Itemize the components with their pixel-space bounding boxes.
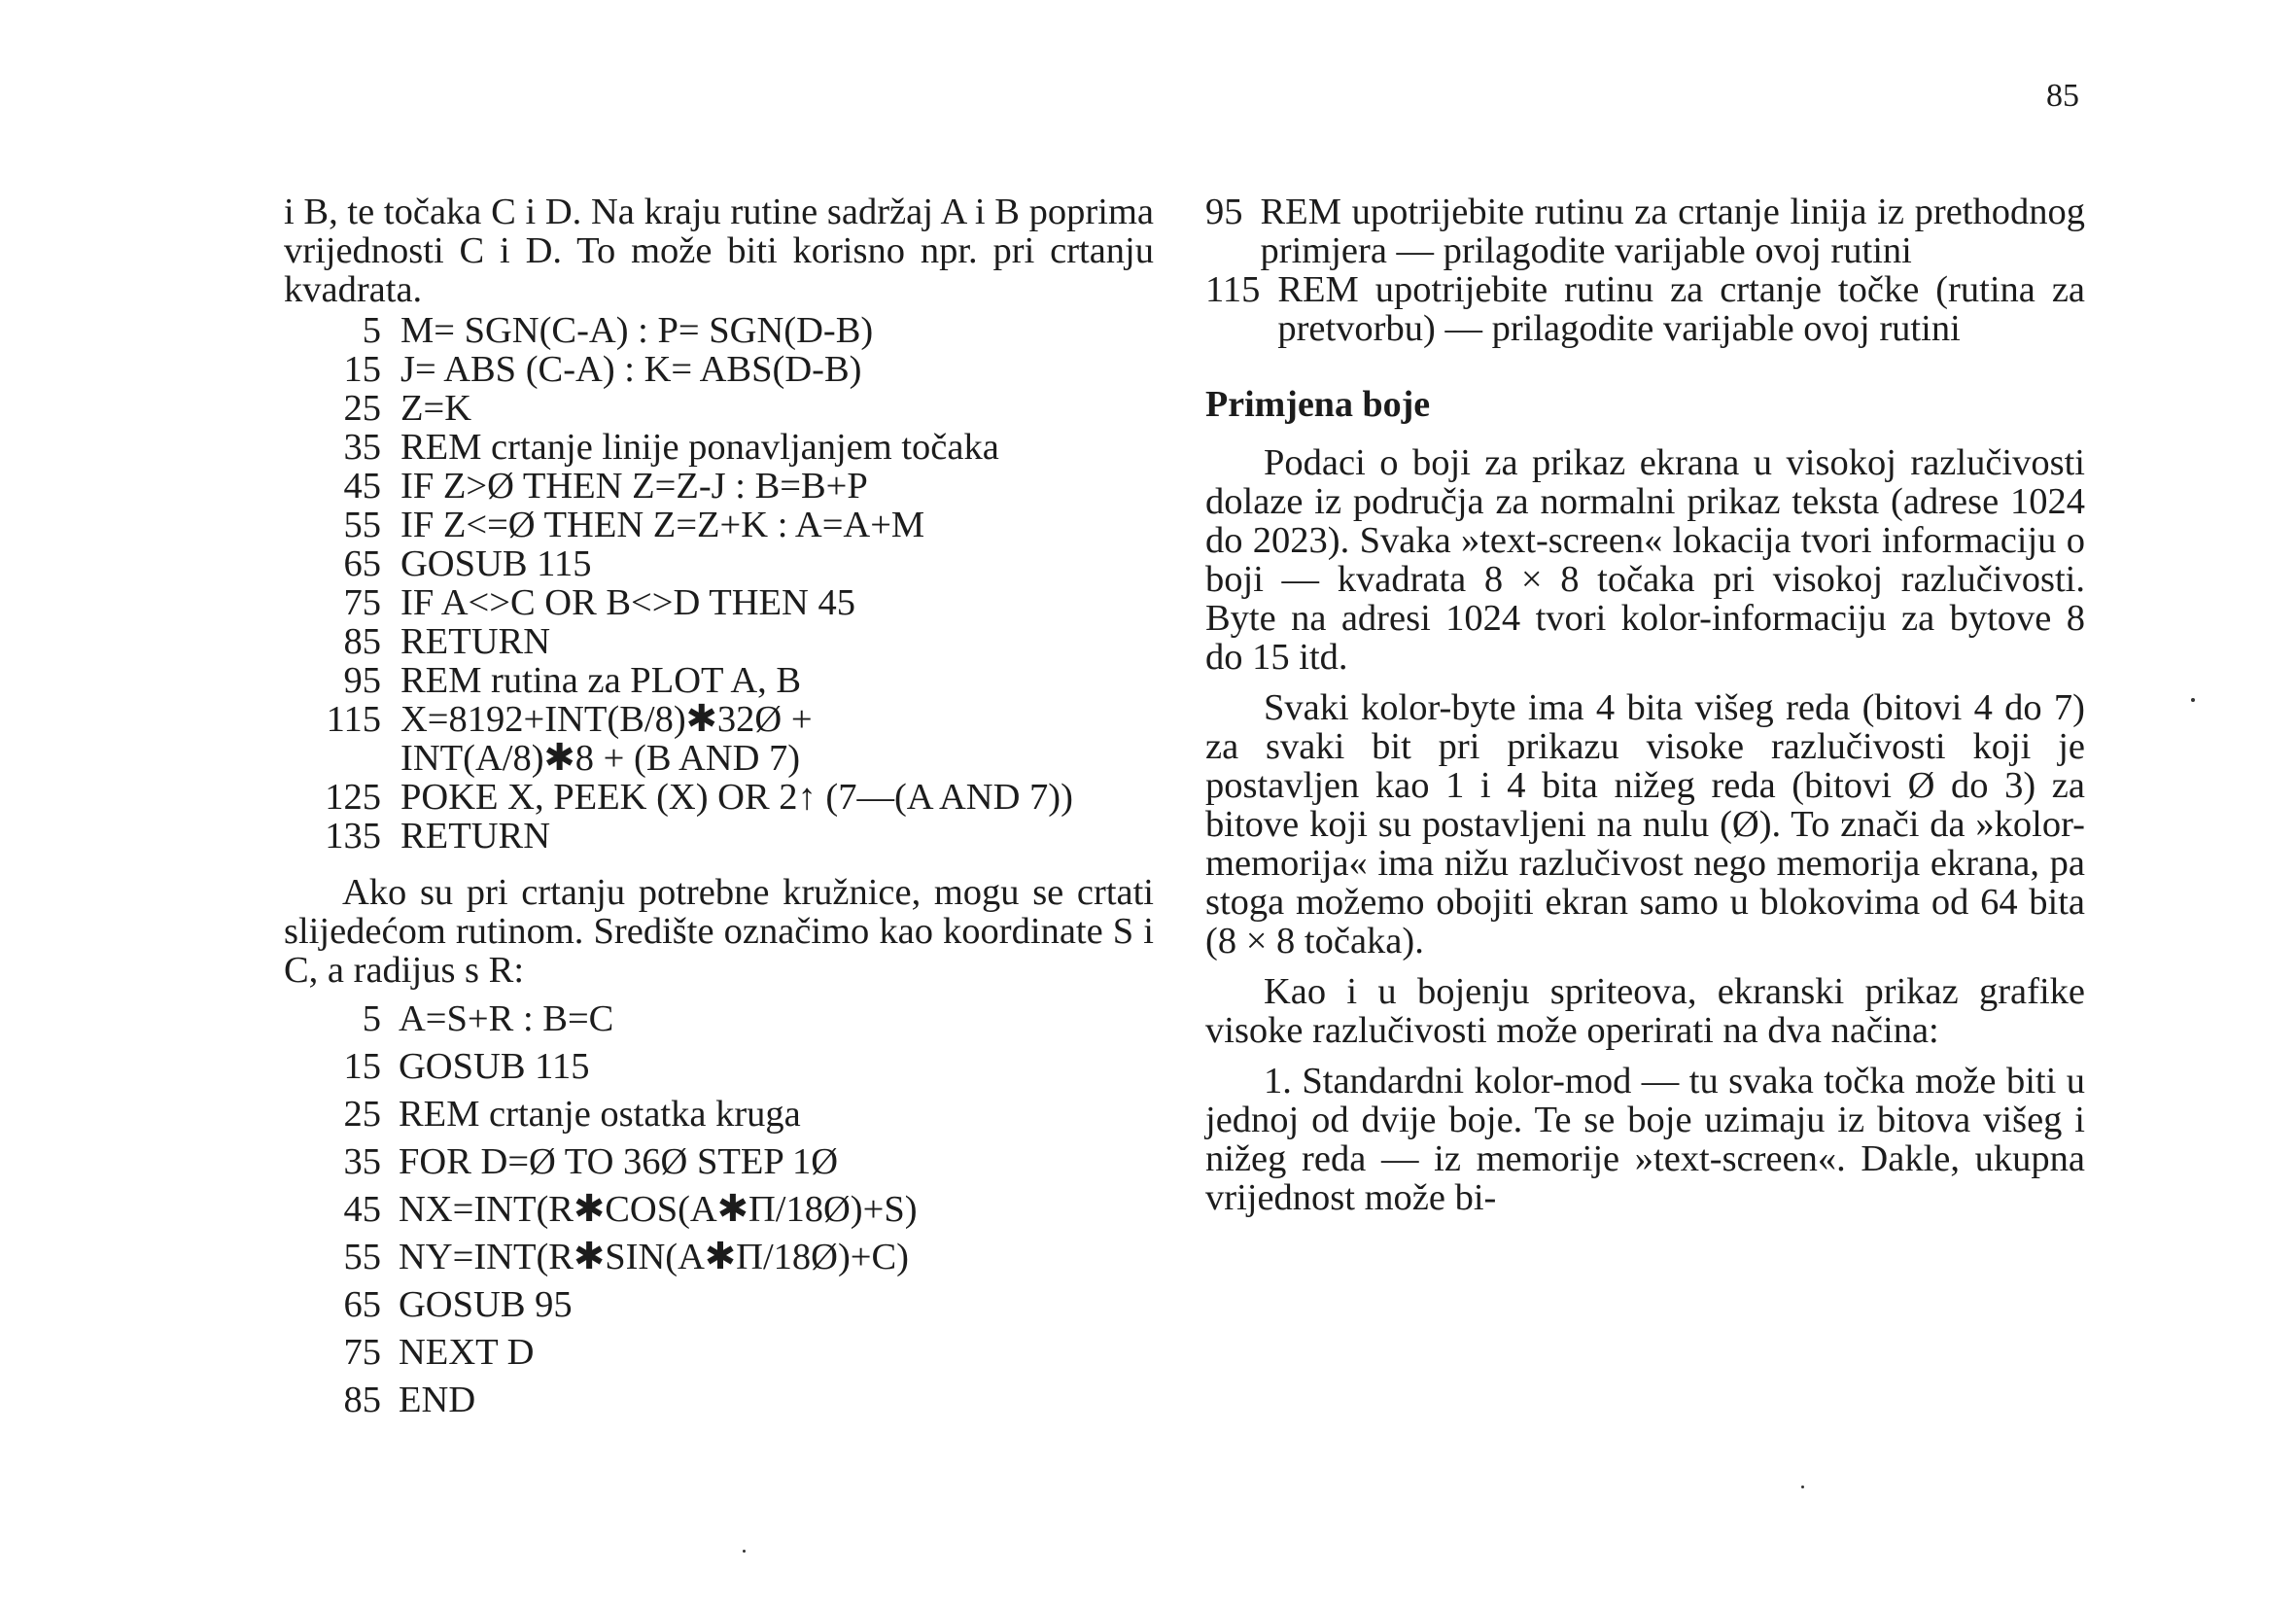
- scan-speck: [2191, 698, 2195, 702]
- code-line: [284, 739, 1154, 778]
- code-text: NEXT D: [399, 1332, 535, 1373]
- code-text: NX=INT(R✱COS(A✱Π/18Ø)+S): [399, 1189, 918, 1230]
- code-line: [1205, 270, 2085, 348]
- code-line: [284, 1142, 1154, 1190]
- code-text: FOR D=Ø TO 36Ø STEP 1Ø: [399, 1141, 839, 1182]
- code-text: X=8192+INT(B/8)✱32Ø +: [400, 699, 813, 740]
- code-line: [284, 350, 1154, 389]
- code-text: POKE X, PEEK (X) OR 2↑ (7—(A AND 7)): [400, 777, 1073, 818]
- scan-speck: [1801, 1486, 1804, 1488]
- line-number: 115: [326, 699, 381, 740]
- line-number: 85: [343, 621, 381, 662]
- code-text: A=S+R : B=C: [399, 998, 614, 1039]
- line-number: 15: [343, 349, 381, 390]
- code-line: [284, 1333, 1154, 1381]
- paragraph: 1. Standardni kolor-mod — tu svaka točka može biti u jednoj od dvije boje. Te se boje uzimaju iz bitova višeg i nižeg reda — iz memorije »text-screen«. Dakle, ukupna vrijednost može bi-: [1205, 1061, 2085, 1218]
- code-line: [284, 583, 1154, 622]
- circle-intro-paragraph: Ako su pri crtanju potrebne kružnice, mogu se crtati slijedećom rutinom. Središte označimo kao koordinate S i C, a radijus s R:: [284, 872, 1154, 991]
- code-line: [284, 700, 1154, 739]
- line-number: 45: [343, 1189, 381, 1230]
- code-text: REM upotrijebite rutinu za crtanje točke (rutina za pretvorbu) — prilagodite varijable ovoj rutini: [1277, 269, 2085, 349]
- code-line: [284, 1095, 1154, 1142]
- line-number: 5: [362, 998, 381, 1039]
- scan-speck: [743, 1550, 746, 1553]
- code-line: [284, 428, 1154, 467]
- page-number: 85: [2046, 78, 2079, 114]
- line-number: 65: [343, 1284, 381, 1325]
- code-line: [284, 1190, 1154, 1238]
- code-line: [284, 999, 1154, 1047]
- code-text: REM upotrijebite rutinu za crtanje linija iz prethodnog primjera — prilagodite varijable ovoj rutini: [1260, 192, 2085, 271]
- line-number: 25: [343, 1094, 381, 1135]
- code-text: INT(A/8)✱8 + (B AND 7): [400, 738, 801, 779]
- code-text: GOSUB 115: [399, 1046, 590, 1087]
- paragraph: Podaci o boji za prikaz ekrana u visokoj razlučivosti dolaze iz područja za normalni prikaz teksta (adrese 1024 do 2023). Svaka »text-screen« lokacija tvori informaciju o boji — kvadrata 8 × 8 točaka pri visokoj razlučivosti. Byte na adresi 1024 tvori kolor-informaciju za bytove 8 do 15 itd.: [1205, 442, 2085, 678]
- code-line: [284, 1381, 1154, 1428]
- line-number: 85: [343, 1380, 381, 1420]
- code-line: [284, 778, 1154, 817]
- circle-routine-code: [284, 999, 1154, 1428]
- code-text: J= ABS (C-A) : K= ABS(D-B): [400, 349, 862, 390]
- code-text: REM rutina za PLOT A, B: [400, 660, 802, 701]
- line-number: 35: [343, 1141, 381, 1182]
- code-line: [284, 389, 1154, 428]
- code-line: [284, 817, 1154, 856]
- code-text: IF Z>Ø THEN Z=Z-J : B=B+P: [400, 466, 868, 507]
- line-number: 55: [343, 1237, 381, 1277]
- code-text: RETURN: [400, 816, 550, 856]
- line-number: 75: [343, 582, 381, 623]
- line-number: 25: [343, 388, 381, 429]
- code-line: [284, 622, 1154, 661]
- line-number: 35: [343, 427, 381, 468]
- line-number: 15: [343, 1046, 381, 1087]
- section-heading: Primjena boje: [1205, 384, 1431, 425]
- line-number: 95: [343, 660, 381, 701]
- code-text: IF A<>C OR B<>D THEN 45: [400, 582, 855, 623]
- code-line: [284, 661, 1154, 700]
- line-number: 55: [343, 505, 381, 545]
- code-line: [284, 467, 1154, 506]
- code-text: REM crtanje ostatka kruga: [399, 1094, 801, 1135]
- code-text: NY=INT(R✱SIN(A✱Π/18Ø)+C): [399, 1237, 909, 1277]
- line-number: 135: [325, 816, 381, 856]
- line-number: 65: [343, 543, 381, 584]
- code-text: GOSUB 115: [400, 543, 592, 584]
- paragraph: Svaki kolor-byte ima 4 bita višeg reda (bitovi 4 do 7) za svaki bit pri prikazu visoke razlučivosti koji je postavljen kao 1 i 4 bita nižeg reda (bitovi Ø do 3) za bitove koji su postavljeni na nulu (Ø). To znači da »kolor-memorija« ima nižu razlučivost nego memorija ekrana, pa stoga možemo obojiti ekran samo u blokovima od 64 bita (8 × 8 točaka).: [1205, 687, 2085, 961]
- code-line: [284, 311, 1154, 350]
- paragraph: Kao i u bojenju spriteova, ekranski prikaz grafike visoke razlučivosti može operirati na dva načina:: [1205, 971, 2085, 1051]
- code-line: [284, 1047, 1154, 1095]
- line-number: 95: [1205, 192, 1243, 232]
- right-column: [1205, 192, 2085, 1217]
- intro-paragraph: i B, te točaka C i D. Na kraju rutine sadržaj A i B poprima vrijednosti C i D. To može biti korisno npr. pri crtanju kvadrata.: [284, 192, 1154, 310]
- code-text: REM crtanje linije ponavljanjem točaka: [400, 427, 999, 468]
- code-text: RETURN: [400, 621, 550, 662]
- code-text: M= SGN(C-A) : P= SGN(D-B): [400, 310, 874, 351]
- line-number: [284, 739, 400, 778]
- rem-code-block: [1205, 192, 2085, 348]
- line-number: 125: [325, 777, 381, 818]
- line-number: 45: [343, 466, 381, 507]
- code-text: GOSUB 95: [399, 1284, 573, 1325]
- code-line: [1205, 192, 2085, 270]
- left-column: [284, 192, 1154, 1428]
- line-number: 115: [1205, 269, 1261, 310]
- code-text: IF Z<=Ø THEN Z=Z+K : A=A+M: [400, 505, 925, 545]
- code-line: [284, 1238, 1154, 1285]
- code-text: END: [399, 1380, 476, 1420]
- line-number: 5: [362, 310, 381, 351]
- code-line: [284, 506, 1154, 544]
- code-line: [284, 544, 1154, 583]
- code-text: Z=K: [400, 388, 472, 429]
- line-routine-code: [284, 311, 1154, 856]
- line-number: 75: [343, 1332, 381, 1373]
- code-line: [284, 1285, 1154, 1333]
